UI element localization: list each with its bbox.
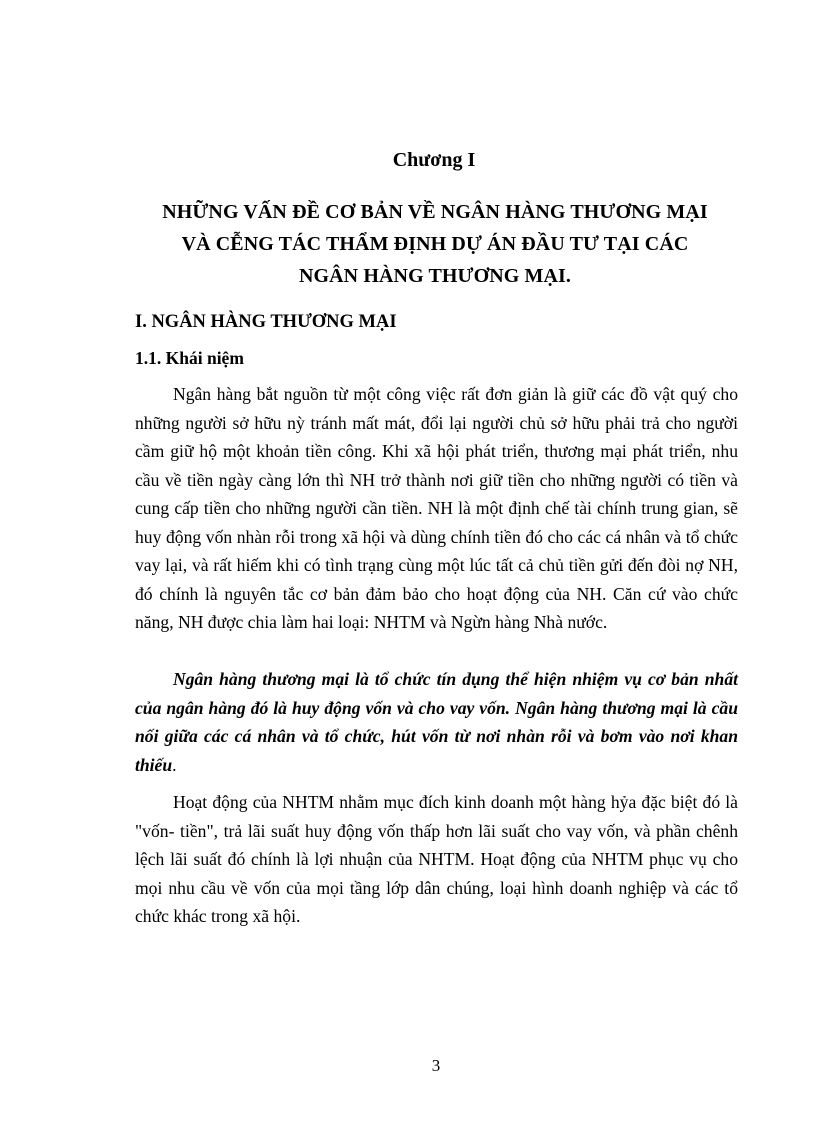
emphasis-paragraph (135, 665, 738, 779)
chapter-title-line: NHỮNG VẤN ĐỀ CƠ BẢN VỀ NGÂN HÀNG THƯƠNG MẠI (162, 201, 708, 223)
chapter-title (120, 196, 750, 292)
page-number: 3 (431, 1056, 441, 1075)
body-paragraph: Hoạt động của NHTM nhằm mục đích kinh doanh một hàng hỷa đặc biệt đó là "vốn- tiền", trả lãi suất huy động vốn thấp hơn lãi suất cho vay vốn, và phần chênh lệch lãi suất đó chính là lợi nhuận của NHTM. Hoạt động của NHTM phục vụ cho mọi nhu cầu về vốn của mọi tầng lớp dân chúng, loại hình doanh nghiệp và các tổ chức khác trong xã hội. (135, 792, 738, 926)
emphasis-paragraph-end: . (172, 754, 177, 775)
section-heading: I. NGÂN HÀNG THƯƠNG MẠI (135, 312, 397, 332)
chapter-title-line: NGÂN HÀNG THƯƠNG MẠI. (298, 265, 572, 287)
emphasis-text: Ngân hàng thương mại là tổ chức tín dụng thể hiện nhiệm vụ cơ bản nhất của ngân hàng đó là huy động vốn và cho vay vốn. Ngân hàng thương mại là cầu nối giữa các cá nhân và tổ chức, hút vốn từ nơi nhàn rỗi và bơm vào nơi khan thiếu (135, 669, 738, 775)
subsection-heading: 1.1. Khái niệm (135, 348, 244, 368)
chapter-heading: Chương I (392, 149, 476, 171)
body-paragraph: Ngân hàng bắt nguồn từ một công việc rất đơn giản là giữ các đồ vật quý cho những người sở hữu nỳ tránh mất mát, đổi lại người chủ sở hữu phải trả cho người cầm giữ hộ một khoản tiền công. Khi xã hội phát triển, thương mại phát triển, nhu cầu về tiền ngày càng lớn thì NH trở thành nơi giữ tiền cho những người có tiền và cung cấp tiền cho những người cần tiền. NH là một định chế tài chính trung gian, sẽ huy động vốn nhàn rỗi trong xã hội và dùng chính tiền đó cho các cá nhân và tổ chức vay lại, và rất hiếm khi có tình trạng cùng một lúc tất cả chủ tiền gửi đến đòi nợ NH, đó chính là nguyên tắc cơ bản đảm bảo cho hoạt động của NH. Căn cứ vào chức năng, NH được chia làm hai loại: NHTM và Ngừn hàng Nhà nước. (135, 384, 738, 632)
chapter-title-line: VÀ CỄNG TÁC THẨM ĐỊNH DỰ ÁN ĐẦU TƯ TẠI CÁC (181, 233, 689, 255)
